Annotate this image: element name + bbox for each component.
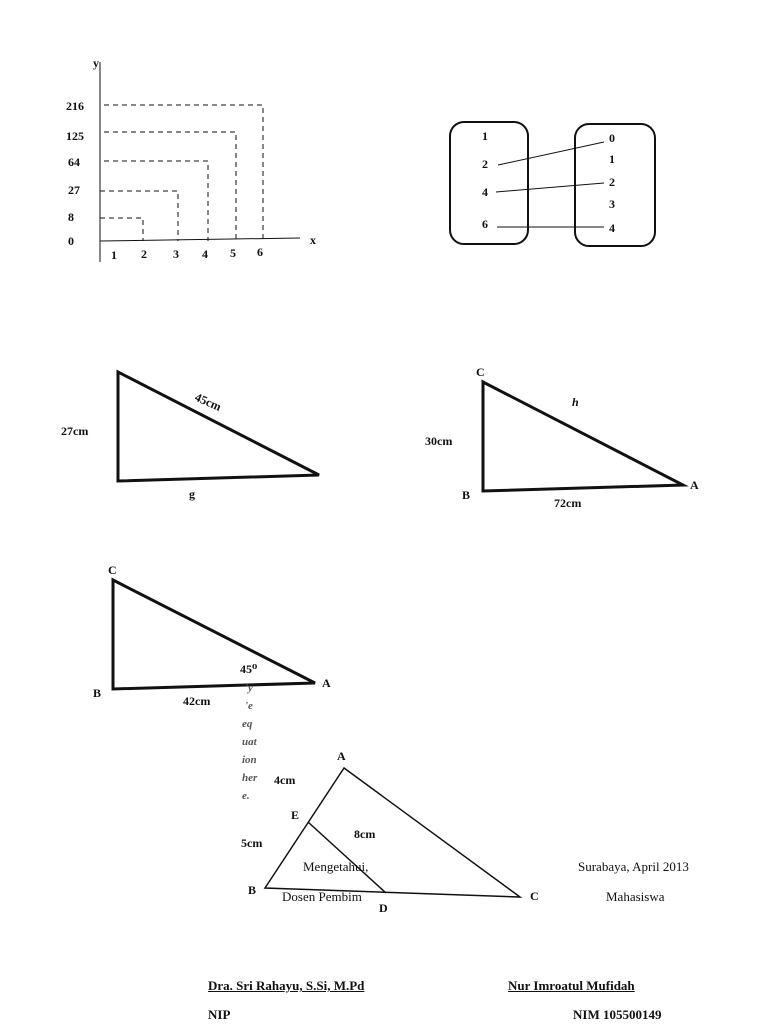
x-tick-label: 5 [230,246,236,260]
guide-line [104,132,236,241]
supervisor-name: Dra. Sri Rahayu, S.Si, M.Pd [208,978,365,993]
base-label: 72cm [554,496,582,510]
base-label: g [189,487,195,501]
y-tick-label: 125 [66,129,84,143]
x-tick-label: 4 [202,247,208,261]
guide-line [100,191,178,241]
y-tick-label: 64 [68,155,80,169]
hypotenuse-label: 45cm [192,389,224,414]
side-label: 4cm [274,773,296,787]
side-label: 30cm [425,434,453,448]
triangle-3 [93,563,331,708]
y-tick-label: 0 [68,234,74,248]
x-axis [100,238,300,241]
vertex-label: D [379,901,388,915]
student-name: Nur Imroatul Mufidah [508,978,635,993]
x-tick-label: 2 [141,247,147,261]
mapping-arrow [498,142,604,165]
place-date: Surabaya, April 2013 [578,859,689,874]
side-label: 5cm [241,836,263,850]
acknowledged-caption: Mengetahui, [303,859,369,874]
guide-line [104,161,208,241]
student-id: NIM 105500149 [573,1007,662,1022]
dashed-guides [100,105,263,241]
guide-line [100,218,143,241]
y-tick-label: 8 [68,210,74,224]
domain-element: 1 [482,129,488,143]
side-label: 8cm [354,827,376,841]
guide-line [104,105,263,241]
vertex-label: B [248,883,257,897]
codomain-element: 1 [609,152,615,166]
mapping-arrow [496,183,604,192]
placeholder-fragment: ion [242,754,257,766]
y-axis-label: y [93,56,99,70]
triangle-abc [265,768,520,897]
y-tick-label: 216 [66,99,84,113]
side-label: 27cm [61,424,89,438]
base-label: 42cm [183,694,211,708]
codomain-element: 0 [609,131,615,145]
x-axis-label: x [310,233,316,247]
right-triangle [118,372,319,481]
supervisor-role: Dosen Pembim [282,889,362,904]
vertex-label: C [476,365,485,379]
placeholder-fragment: 'y [245,682,253,694]
vertex-label: B [93,686,102,700]
supervisor-id: NIP [208,1007,231,1022]
triangle-2 [425,365,699,510]
right-triangle [113,580,315,689]
placeholder-fragment: uat [242,736,257,748]
placeholder-fragment: eq [242,718,253,730]
vertex-label: C [530,889,539,903]
placeholder-fragment: her [242,772,258,784]
vertex-label: B [462,488,471,502]
vertex-label: A [322,676,331,690]
placeholder-fragment: 'e [245,700,253,712]
codomain-element: 2 [609,175,615,189]
angle-label: 45⁰ [240,662,258,676]
equation-placeholder [242,682,258,802]
domain-set [450,122,528,244]
vertex-label: A [690,478,699,492]
codomain-element: 3 [609,197,615,211]
student-role: Mahasiswa [606,889,665,904]
mapping-diagram [450,122,655,246]
vertex-label: C [108,563,117,577]
x-tick-label: 6 [257,245,263,259]
codomain-set [575,124,655,246]
codomain-element: 4 [609,221,615,235]
hypotenuse-label: h [572,395,579,409]
y-tick-label: 27 [68,183,80,197]
right-triangle [483,382,683,491]
x-tick-label: 1 [111,248,117,262]
triangle-1 [61,372,319,501]
domain-element: 2 [482,157,488,171]
cubic-graph [66,56,316,262]
domain-element: 6 [482,217,488,231]
vertex-label: A [337,749,346,763]
x-tick-label: 3 [173,247,179,261]
placeholder-fragment: e. [242,790,250,802]
domain-element: 4 [482,185,488,199]
vertex-label: E [291,808,300,822]
